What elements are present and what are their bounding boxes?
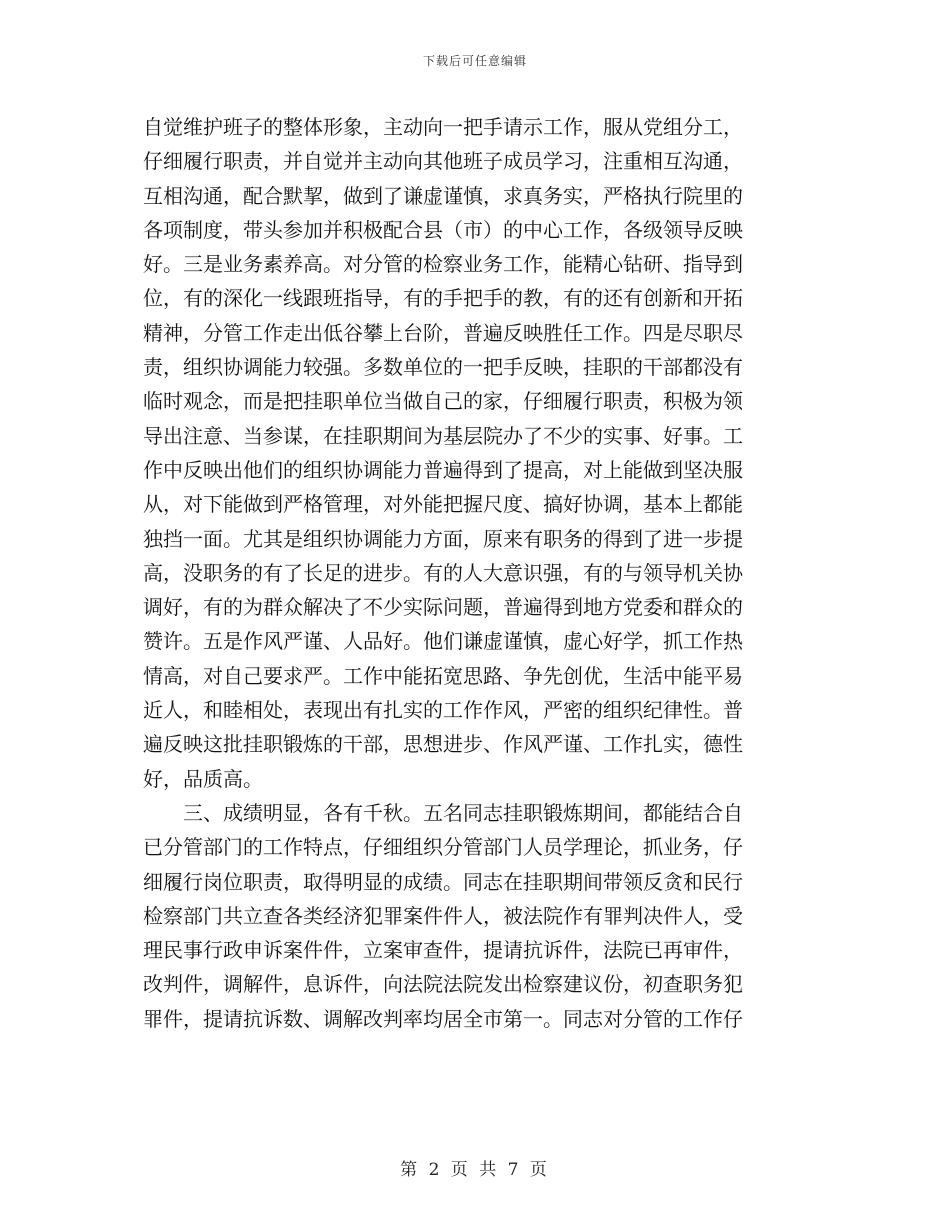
text-line: 细履行岗位职责，取得明显的成绩。同志在挂职期间带领反贪和民行 [143, 869, 743, 894]
paragraph-2 [143, 796, 803, 1036]
text-line: 检察部门共立查各类经济犯罪案件件人，被法院作有罪判决件人，受 [143, 903, 743, 928]
text-line: 罪件，提请抗诉数、调解改判率均居全市第一。同志对分管的工作仔 [143, 1006, 743, 1031]
text-line: 理民事行政申诉案件件，立案审查件，提请抗诉件，法院已再审件， [143, 938, 743, 963]
text-line: 责，组织协调能力较强。多数单位的一把手反映，挂职的干部都没有 [143, 355, 743, 380]
text-line: 情高，对自己要求严。工作中能拓宽思路、争先创优，生活中能平易 [143, 663, 743, 688]
text-line: 精神，分管工作走出低谷攀上台阶，普遍反映胜任工作。四是尽职尽 [143, 320, 743, 345]
paragraph-1 [143, 110, 803, 796]
text-line: 遍反映这批挂职锻炼的干部，思想进步、作风严谨、工作扎实，德性 [143, 732, 743, 757]
text-line: 临时观念，而是把挂职单位当做自己的家，仔细履行职责，积极为领 [143, 389, 743, 414]
text-line: 调好，有的为群众解决了不少实际问题，普遍得到地方党委和群众的 [143, 595, 743, 620]
text-line: 已分管部门的工作特点，仔细组织分管部门人员学理论，抓业务，仔 [143, 835, 743, 860]
text-line: 导出注意、当参谋，在挂职期间为基层院办了不少的实事、好事。工 [143, 423, 743, 448]
page-number: 第 2 页 共 7 页 [400, 1160, 550, 1180]
text-line: 互相沟通，配合默挈，做到了谦虚谨慎，求真务实，严格执行院里的 [143, 183, 743, 208]
text-line: 自觉维护班子的整体形象，主动向一把手请示工作，服从党组分工， [143, 115, 743, 139]
text-line: 改判件，调解件，息诉件，向法院法院发出检察建议份，初查职务犯 [143, 972, 743, 997]
text-line: 从，对下能做到严格管理，对外能把握尺度、搞好协调，基本上都能 [143, 492, 743, 517]
text-line: 高，没职务的有了长足的进步。有的人大意识强，有的与领导机关协 [143, 560, 743, 585]
text-line: 仔细履行职责，并自觉并主动向其他班子成员学习，注重相互沟通， [143, 149, 743, 174]
text-line: 独挡一面。尤其是组织协调能力方面，原来有职务的得到了进一步提 [143, 526, 743, 551]
text-line: 好。三是业务素养高。对分管的检察业务工作，能精心钻研、指导到 [143, 252, 743, 277]
document-body [143, 110, 803, 1036]
text-line: 赞许。五是作风严谨、人品好。他们谦虚谨慎，虚心好学，抓工作热 [143, 629, 743, 654]
text-line: 作中反映出他们的组织协调能力普遍得到了提高，对上能做到坚决服 [143, 457, 743, 482]
text-line: 好，品质高。 [143, 766, 263, 791]
text-line: 三、成绩明显，各有千秋。五名同志挂职锻炼期间，都能结合自 [183, 800, 743, 825]
page-header-note: 下载后可任意编辑 [422, 54, 527, 68]
text-line: 位，有的深化一线跟班指导，有的手把手的教，有的还有创新和开拓 [143, 286, 743, 311]
text-line: 各项制度，带头参加并积极配合县（市）的中心工作，各级领导反映 [143, 217, 743, 242]
text-line: 近人，和睦相处，表现出有扎实的工作作风，严密的组织纪律性。普 [143, 698, 743, 723]
